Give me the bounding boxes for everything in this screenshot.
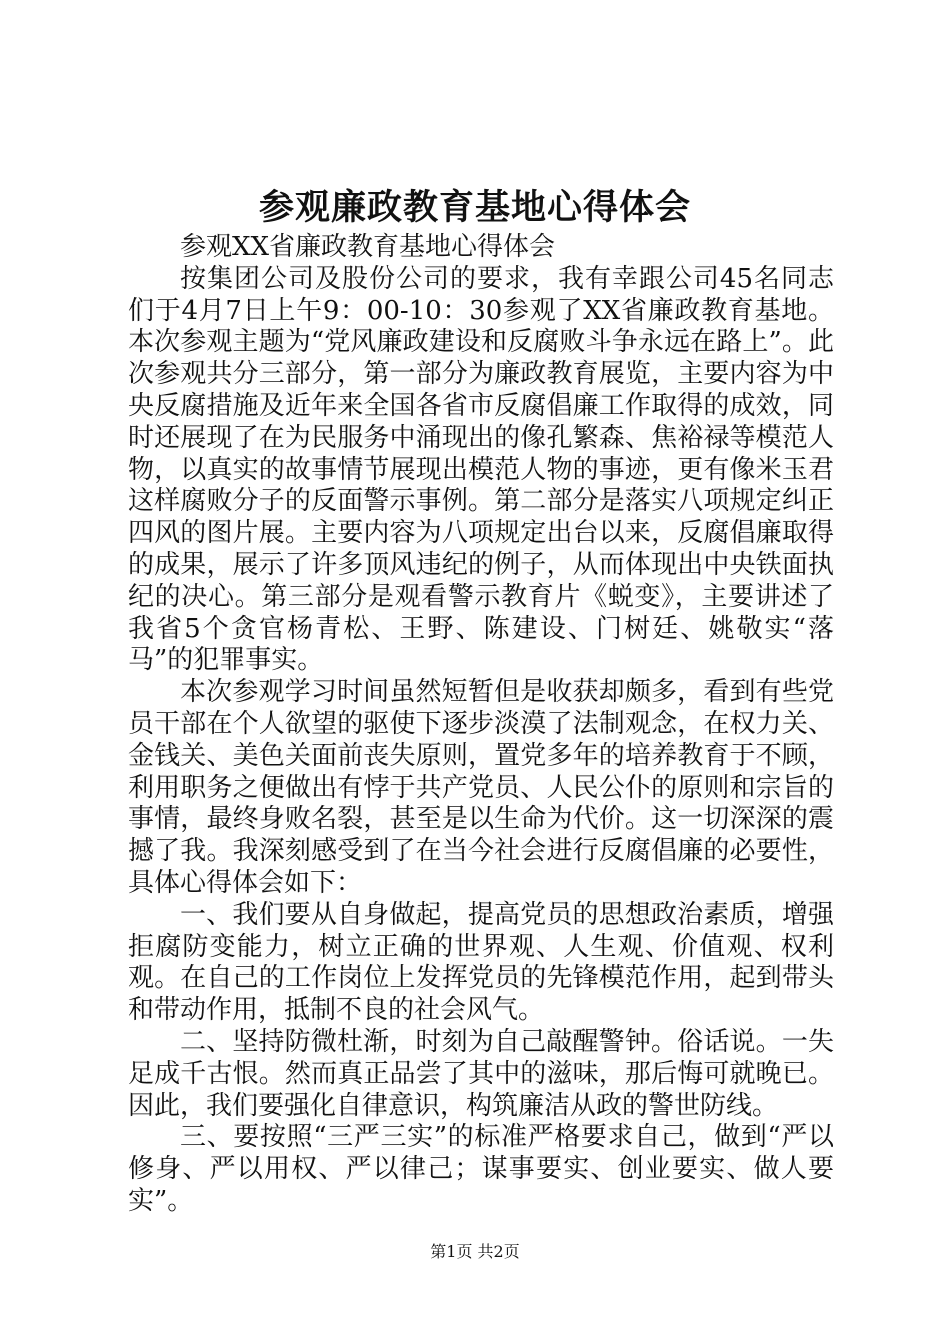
paragraph-point-one: 一、我们要从自身做起，提高党员的思想政治素质，增强拒腐防变能力，树立正确的世界观、人生观、价值观、权利观。在自己的工作岗位上发挥党员的先锋模范作用，起到带头和带动作用，抵制不良的社会风气。 bbox=[128, 899, 834, 1026]
paragraph-visit-summary: 按集团公司及股份公司的要求，我有幸跟公司45名同志们于4月7日上午9：00-10：30参观了XX省廉政教育基地。本次参观主题为“党风廉政建设和反腐败斗争永远在路上”。此次参观共分三部分，第一部分为廉政教育展览，主要内容为中央反腐措施及近年来全国各省市反腐倡廉工作取得的成效，同时还展现了在为民服务中涌现出的像孔繁森、焦裕禄等模范人物，以真实的故事情节展现出模范人物的事迹，更有像米玉君这样腐败分子的反面警示事例。第二部分是落实八项规定纠正四风的图片展。主要内容为八项规定出台以来，反腐倡廉取得的成果，展示了许多顶风违纪的例子，从而体现出中央铁面执纪的决心。第三部分是观看警示教育片《蜕变》，主要讲述了我省5个贪官杨青松、王野、陈建设、门树廷、姚敬实“落马”的犯罪事实。 bbox=[128, 263, 834, 676]
page-title: 参观廉政教育基地心得体会 bbox=[258, 187, 691, 228]
paragraph-subtitle: 参观XX省廉政教育基地心得体会 bbox=[180, 232, 556, 262]
paragraph-point-three: 三、要按照“三严三实”的标准严格要求自己，做到“严以修身、严以用权、严以律己；谋事要实、创业要实、做人要实”。 bbox=[128, 1122, 834, 1216]
document-body bbox=[128, 232, 834, 1218]
page-footer: 第1页 共2页 bbox=[430, 1242, 520, 1261]
paragraph-reflection: 本次参观学习时间虽然短暂但是收获却颇多，看到有些党员干部在个人欲望的驱使下逐步淡漠了法制观念，在权力关、金钱关、美色关面前丧失原则，置党多年的培养教育于不顾，利用职务之便做出有悖于共产党员、人民公仆的原则和宗旨的事情，最终身败名裂，甚至是以生命为代价。这一切深深的震撼了我。我深刻感受到了在当今社会进行反腐倡廉的必要性，具体心得体会如下： bbox=[128, 677, 834, 898]
paragraph-point-two: 二、坚持防微杜渐，时刻为自己敲醒警钟。俗话说。一失足成千古恨。然而真正品尝了其中的滋味，那后悔可就晚已。因此，我们要强化自律意识，构筑廉洁从政的警世防线。 bbox=[128, 1026, 834, 1121]
